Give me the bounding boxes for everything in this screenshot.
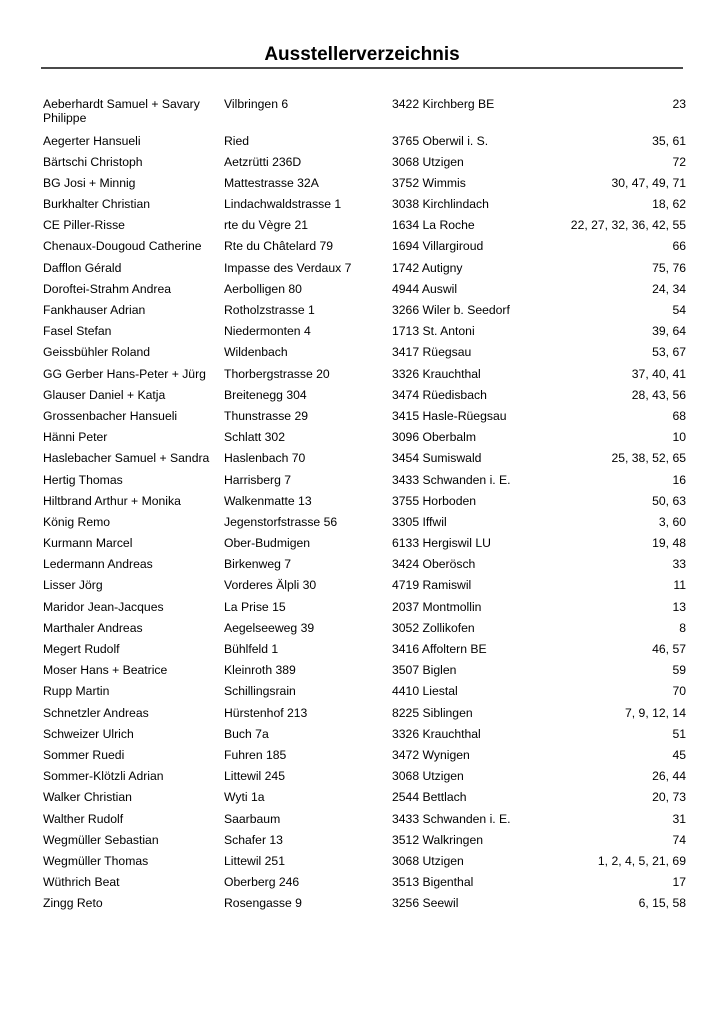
exhibitor-name: Sommer Ruedi [43,747,125,762]
exhibitor-street: Schillingsrain [224,684,296,699]
exhibitor-name: GG Gerber Hans-Peter + Jürg [43,366,206,381]
exhibitor-stands: 70 [672,684,686,699]
exhibitor-street: Littewil 251 [224,853,285,868]
exhibitor-city: 4944 Auswil [392,281,458,296]
exhibitor-row [43,303,686,324]
exhibitor-stands: 24, 34 [652,281,686,296]
exhibitor-name: Moser Hans + Beatrice [43,663,168,678]
exhibitor-name: Wüthrich Beat [43,875,120,890]
exhibitor-name: Sommer-Klötzli Adrian [43,769,164,784]
exhibitor-street: Bühlfeld 1 [224,642,279,656]
exhibitor-row [43,155,686,176]
exhibitor-street: Lindachwaldstrasse 1 [224,197,342,212]
exhibitor-street: Schlatt 302 [224,430,285,445]
exhibitor-city: 3433 Schwanden i. E. [392,472,511,487]
exhibitor-street: Aerbolligen 80 [224,281,302,296]
exhibitor-name: Fankhauser Adrian [43,303,146,317]
exhibitor-stands: 46, 57 [652,642,686,656]
exhibitor-city: 8225 Siblingen [392,705,473,720]
exhibitor-city: 1634 La Roche [392,218,475,233]
exhibitor-street: Birkenweg 7 [224,557,292,572]
exhibitor-row [43,218,686,239]
exhibitor-city: 3472 Wynigen [392,747,470,762]
exhibitor-name: CE Piller-Risse [43,218,125,233]
exhibitor-city: 3507 Biglen [392,663,457,678]
exhibitor-street: Rotholzstrasse 1 [224,303,315,317]
exhibitor-city: 3474 Rüedisbach [392,387,487,402]
exhibitor-stands: 8 [679,620,686,635]
exhibitor-name: Hertig Thomas [43,472,123,487]
exhibitor-row [43,97,686,134]
exhibitor-street: Ober-Budmigen [224,536,311,551]
exhibitor-row [43,282,686,303]
exhibitor-row [43,367,686,388]
exhibitor-street: La Prise 15 [224,599,286,614]
exhibitor-stands: 19, 48 [652,536,686,551]
exhibitor-city: 2544 Bettlach [392,790,467,805]
exhibitor-stands: 50, 63 [652,493,686,508]
exhibitor-street: Buch 7a [224,726,269,741]
exhibitor-city: 1694 Villargiroud [392,239,484,254]
exhibitor-row [43,536,686,557]
exhibitor-stands: 18, 62 [652,197,686,212]
exhibitor-stands: 20, 73 [652,790,686,805]
exhibitor-name: Marthaler Andreas [43,620,143,635]
exhibitor-row [43,663,686,684]
exhibitor-name: Hänni Peter [43,430,108,445]
exhibitor-city: 3266 Wiler b. Seedorf [392,303,510,317]
exhibitor-stands: 72 [672,154,686,169]
exhibitor-city: 4410 Liestal [392,684,458,699]
exhibitor-name: Haslebacher Samuel + Sandra [43,451,210,466]
exhibitor-row [43,239,686,260]
exhibitor-street: Aegelseeweg 39 [224,620,315,635]
exhibitor-street: rte du Vègre 21 [224,218,309,233]
exhibitor-street: Wildenbach [224,345,288,360]
exhibitor-stands: 23 [672,97,686,111]
exhibitor-name: Schweizer Ulrich [43,726,134,741]
exhibitor-row [43,790,686,811]
exhibitor-name: Aeberhardt Samuel + Savary Philippe [43,97,200,125]
exhibitor-name: Rupp Martin [43,684,110,699]
exhibitor-name: Hiltbrand Arthur + Monika [43,493,181,508]
exhibitor-street: Oberberg 246 [224,875,300,890]
exhibitor-row [43,345,686,366]
exhibitor-stands: 26, 44 [652,769,686,784]
exhibitor-city: 3752 Wimmis [392,175,466,190]
exhibitor-row [43,812,686,833]
exhibitor-street: Breitenegg 304 [224,387,307,402]
exhibitor-stands: 17 [672,875,686,890]
exhibitor-street: Kleinroth 389 [224,663,296,678]
exhibitor-row [43,833,686,854]
exhibitor-row [43,451,686,472]
exhibitor-street: Hürstenhof 213 [224,705,308,720]
exhibitor-city: 3068 Utzigen [392,853,464,868]
exhibitor-city: 3326 Krauchthal [392,726,481,741]
exhibitor-street: Walkenmatte 13 [224,493,312,508]
exhibitor-stands: 35, 61 [652,133,686,148]
exhibitor-stands: 28, 43, 56 [631,387,686,402]
exhibitor-row [43,557,686,578]
exhibitor-row [43,642,686,663]
exhibitor-stands: 74 [672,832,686,847]
exhibitor-street: Jegenstorfstrasse 56 [224,514,338,529]
exhibitor-city: 3417 Rüegsau [392,345,472,360]
exhibitor-city: 3755 Horboden [392,493,477,508]
exhibitor-row [43,388,686,409]
exhibitor-street: Impasse des Verdaux 7 [224,260,352,275]
exhibitor-street: Wyti 1a [224,790,265,805]
exhibitor-stands: 68 [672,408,686,423]
exhibitor-row [43,875,686,896]
exhibitor-name: Walther Rudolf [43,811,124,826]
exhibitor-city: 3068 Utzigen [392,769,464,784]
exhibitor-row [43,748,686,769]
exhibitor-name: Kurmann Marcel [43,536,133,551]
exhibitor-name: Fasel Stefan [43,324,112,339]
exhibitor-name: Wegmüller Sebastian [43,832,159,847]
exhibitor-city: 3416 Affoltern BE [392,642,487,656]
exhibitor-row [43,494,686,515]
exhibitor-row [43,578,686,599]
exhibitor-list [43,97,686,917]
exhibitor-row [43,261,686,282]
exhibitor-name: Bärtschi Christoph [43,154,143,169]
page-title: Ausstellerverzeichnis [264,44,460,65]
exhibitor-name: König Remo [43,514,111,529]
exhibitor-name: Chenaux-Dougoud Catherine [43,239,202,254]
exhibitor-name: Glauser Daniel + Katja [43,387,166,402]
exhibitor-name: Dafflon Gérald [43,260,122,275]
exhibitor-city: 3326 Krauchthal [392,366,481,381]
exhibitor-city: 3256 Seewil [392,896,459,911]
exhibitor-row [43,197,686,218]
exhibitor-city: 3433 Schwanden i. E. [392,811,511,826]
exhibitor-stands: 13 [672,599,686,614]
exhibitor-city: 3415 Hasle-Rüegsau [392,408,507,423]
exhibitor-street: Niedermonten 4 [224,324,311,339]
exhibitor-row [43,600,686,621]
exhibitor-stands: 11 [673,578,686,593]
exhibitor-name: Burkhalter Christian [43,197,151,212]
exhibitor-street: Thunstrasse 29 [224,408,309,423]
exhibitor-name: Megert Rudolf [43,642,120,656]
exhibitor-stands: 3, 60 [658,514,686,529]
exhibitor-name: Geissbühler Roland [43,345,151,360]
exhibitor-name: Walker Christian [43,790,132,805]
exhibitor-row [43,176,686,197]
exhibitor-stands: 30, 47, 49, 71 [611,175,686,190]
exhibitor-row [43,473,686,494]
exhibitor-name: Maridor Jean-Jacques [43,599,164,614]
exhibitor-stands: 75, 76 [652,260,686,275]
exhibitor-name: Wegmüller Thomas [43,853,149,868]
exhibitor-name: Lisser Jörg [43,578,103,593]
exhibitor-stands: 10 [672,430,686,445]
exhibitor-city: 3424 Oberösch [392,557,476,572]
exhibitor-stands: 37, 40, 41 [631,366,686,381]
exhibitor-city: 3454 Sumiswald [392,451,482,466]
exhibitor-city: 3765 Oberwil i. S. [392,133,489,148]
exhibitor-name: Doroftei-Strahm Andrea [43,281,172,296]
exhibitor-city: 6133 Hergiswil LU [392,536,491,551]
exhibitor-city: 1742 Autigny [392,260,463,275]
exhibitor-name: Zingg Reto [43,896,103,911]
exhibitor-row [43,515,686,536]
exhibitor-row [43,134,686,155]
exhibitor-street: Aetzrütti 236D [224,154,302,169]
exhibitor-city: 3512 Walkringen [392,832,484,847]
exhibitor-street: Rte du Châtelard 79 [224,239,334,254]
title-divider [41,67,683,69]
exhibitor-stands: 6, 15, 58 [638,896,686,911]
exhibitor-row [43,409,686,430]
exhibitor-name: Grossenbacher Hansueli [43,408,178,423]
exhibitor-row [43,769,686,790]
exhibitor-street: Rosengasse 9 [224,896,302,911]
exhibitor-street: Littewil 245 [224,769,285,784]
exhibitor-street: Mattestrasse 32A [224,175,319,190]
exhibitor-city: 2037 Montmollin [392,599,482,614]
exhibitor-stands: 39, 64 [652,324,686,339]
exhibitor-stands: 31 [672,811,686,826]
exhibitor-street: Schafer 13 [224,832,283,847]
exhibitor-stands: 1, 2, 4, 5, 21, 69 [597,853,686,868]
exhibitor-name: Aegerter Hansueli [43,133,141,148]
exhibitor-street: Fuhren 185 [224,747,287,762]
exhibitor-stands: 33 [672,557,686,572]
exhibitor-city: 3096 Oberbalm [392,430,477,445]
exhibitor-stands: 66 [672,239,686,254]
exhibitor-street: Saarbaum [224,811,281,826]
exhibitor-name: BG Josi + Minnig [43,175,136,190]
exhibitor-city: 3513 Bigenthal [392,875,474,890]
exhibitor-stands: 45 [672,747,686,762]
exhibitor-city: 3052 Zollikofen [392,620,475,635]
exhibitor-row [43,854,686,875]
exhibitor-row [43,727,686,748]
exhibitor-name: Schnetzler Andreas [43,705,149,720]
exhibitor-street: Vilbringen 6 [224,97,289,111]
exhibitor-row [43,706,686,727]
exhibitor-row [43,896,686,917]
exhibitor-city: 1713 St. Antoni [392,324,475,339]
exhibitor-row [43,621,686,642]
exhibitor-stands: 54 [672,303,686,317]
exhibitor-city: 3422 Kirchberg BE [392,97,495,111]
exhibitor-stands: 22, 27, 32, 36, 42, 55 [570,218,686,233]
exhibitor-stands: 51 [672,726,686,741]
exhibitor-street: Vorderes Älpli 30 [224,578,317,593]
exhibitor-city: 4719 Ramiswil [392,578,472,593]
exhibitor-stands: 59 [672,663,686,678]
exhibitor-row [43,684,686,705]
exhibitor-street: Haslenbach 70 [224,451,306,466]
exhibitor-city: 3068 Utzigen [392,154,464,169]
exhibitor-street: Ried [224,133,250,148]
exhibitor-row [43,324,686,345]
exhibitor-stands: 7, 9, 12, 14 [625,705,686,720]
exhibitor-street: Harrisberg 7 [224,472,292,487]
exhibitor-stands: 53, 67 [652,345,686,360]
exhibitor-row [43,430,686,451]
exhibitor-city: 3305 Iffwil [392,514,447,529]
exhibitor-street: Thorbergstrasse 20 [224,366,330,381]
exhibitor-stands: 16 [672,472,686,487]
exhibitor-city: 3038 Kirchlindach [392,197,489,212]
exhibitor-stands: 25, 38, 52, 65 [611,451,686,466]
exhibitor-name: Ledermann Andreas [43,557,153,572]
